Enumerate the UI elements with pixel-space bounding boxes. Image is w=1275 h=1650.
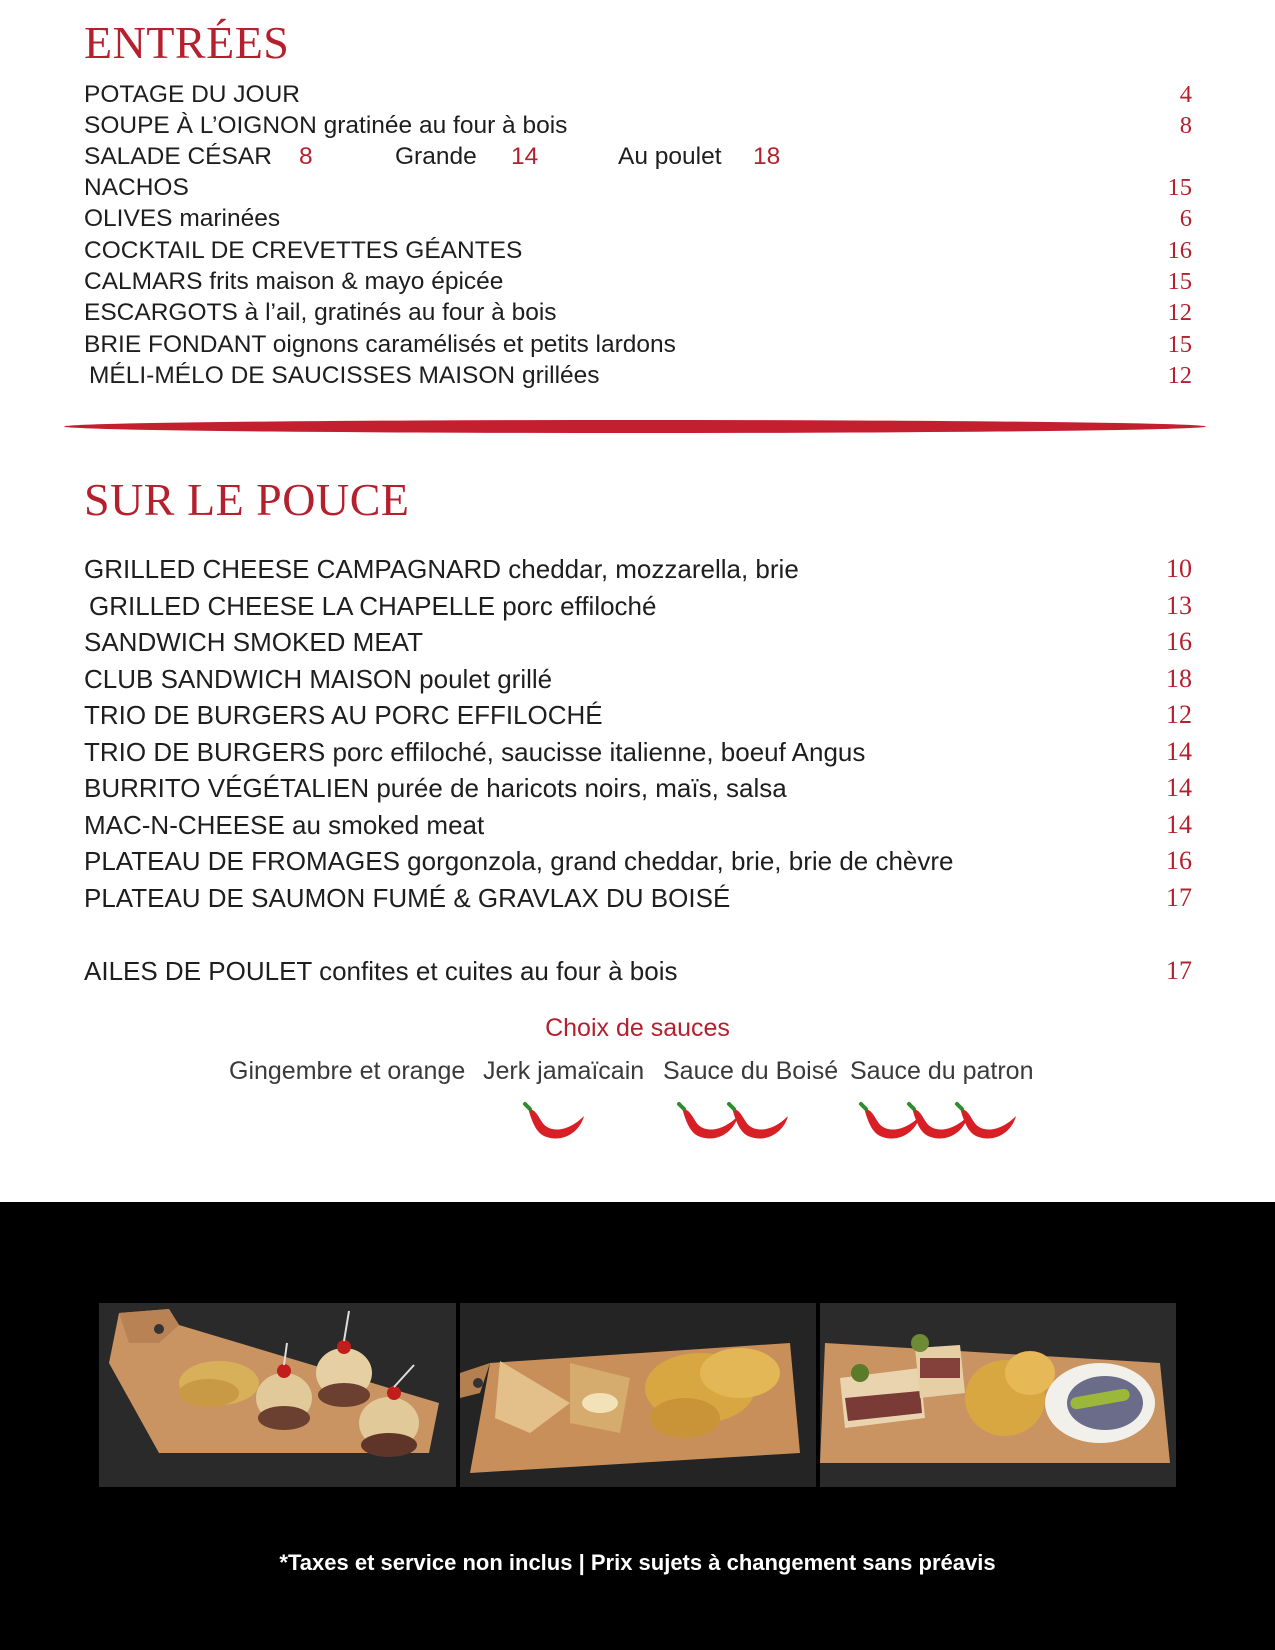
item-desc: frits maison & mayo épicée: [209, 268, 504, 295]
smoked-meat-photo: [820, 1303, 1176, 1487]
item-desc: oignons caramélisés et petits lardons: [272, 331, 676, 358]
grande-label: Grande: [395, 143, 477, 170]
item-name: MAC-N-CHEESE: [84, 810, 285, 840]
section-divider: [64, 420, 1206, 433]
item-name: SOUPE À L’OIGNON: [84, 112, 317, 139]
item-price: 15: [1167, 331, 1192, 358]
sauce-choice-title: Choix de sauces: [545, 1014, 730, 1042]
item-desc: purée de haricots noirs, maïs, salsa: [376, 773, 787, 803]
menu-item: [84, 773, 1192, 803]
item-price: 17: [1166, 883, 1192, 912]
chili-pepper-icon: [954, 1098, 1024, 1142]
sauce-option: Sauce du patron: [850, 1057, 1034, 1085]
item-price: 15: [1167, 174, 1192, 201]
item-price: 10: [1166, 554, 1192, 583]
item-price: 16: [1166, 627, 1192, 656]
entrees-title: ENTRÉES: [84, 17, 290, 68]
item-price: 18: [1166, 664, 1192, 693]
poulet-price: 18: [753, 143, 781, 170]
item-desc: marinées: [179, 205, 281, 232]
item-name: SANDWICH SMOKED MEAT: [84, 627, 423, 657]
item-name: CALMARS: [84, 268, 203, 295]
item-name: TRIO DE BURGERS AU PORC EFFILOCHÉ: [84, 700, 603, 730]
menu-item: [84, 956, 1192, 986]
menu-item: [84, 810, 1192, 840]
heat-level-1: [522, 1098, 592, 1142]
menu-item: [84, 883, 1192, 913]
item-desc: cheddar, mozzarella, brie: [508, 554, 799, 584]
item-price: 13: [1166, 591, 1192, 620]
menu-item: [84, 267, 1192, 297]
menu-item: [84, 361, 1192, 391]
sauce-option: Sauce du Boisé: [663, 1057, 839, 1085]
item-price: 15: [1167, 268, 1192, 295]
item-price: 12: [1166, 700, 1192, 729]
menu-item: [84, 80, 1192, 110]
item-name: POTAGE DU JOUR: [84, 81, 300, 108]
menu-item: [84, 330, 1192, 360]
heat-level-2: [676, 1098, 746, 1142]
menu-item: [84, 846, 1192, 876]
item-desc: à l’ail, gratinés au four à bois: [244, 299, 557, 326]
menu-item: [84, 204, 1192, 234]
item-name: GRILLED CHEESE CAMPAGNARD: [84, 554, 502, 584]
item-price: 8: [299, 143, 313, 170]
poulet-label: Au poulet: [618, 143, 722, 170]
item-name: AILES DE POULET: [84, 956, 312, 986]
item-price: 14: [1166, 810, 1192, 839]
menu-item: [84, 591, 1192, 621]
item-name: BRIE FONDANT: [84, 331, 266, 358]
item-price: 14: [1166, 773, 1192, 802]
menu-item: [84, 737, 1192, 767]
footer-note: *Taxes et service non inclus | Prix sujets à changement sans préavis: [279, 1550, 996, 1575]
grilled-cheese-photo: [460, 1303, 816, 1487]
chili-pepper-icon: [726, 1098, 796, 1142]
menu-item: [84, 173, 1192, 203]
item-desc: gratinée au four à bois: [323, 112, 568, 139]
item-name: PLATEAU DE FROMAGES: [84, 846, 400, 876]
menu-item: [84, 554, 1192, 584]
grande-price: 14: [511, 143, 539, 170]
item-price: 16: [1167, 237, 1192, 264]
menu-item: [84, 700, 1192, 730]
item-price: 4: [1179, 81, 1192, 108]
item-price: 8: [1179, 112, 1192, 139]
sauce-option: Gingembre et orange: [229, 1057, 466, 1085]
sauce-option: Jerk jamaïcain: [483, 1057, 645, 1085]
item-name: ESCARGOTS: [84, 299, 238, 326]
salade-cesar-row: [84, 142, 1192, 172]
item-price: 6: [1179, 205, 1192, 232]
item-name: PLATEAU DE SAUMON FUMÉ & GRAVLAX DU BOISÉ: [84, 883, 731, 913]
chili-pepper-icon: [522, 1098, 592, 1142]
item-name: NACHOS: [84, 174, 189, 201]
item-name: CLUB SANDWICH MAISON: [84, 664, 412, 694]
item-name: MÉLI-MÉLO DE SAUCISSES MAISON: [89, 362, 516, 389]
item-desc: au smoked meat: [292, 810, 485, 840]
item-name: COCKTAIL DE CREVETTES GÉANTES: [84, 237, 523, 264]
item-name: BURRITO VÉGÉTALIEN: [84, 773, 370, 803]
item-price: 12: [1167, 299, 1192, 326]
item-price: 16: [1166, 846, 1192, 875]
item-desc: poulet grillé: [419, 664, 553, 694]
item-desc: confites et cuites au four à bois: [319, 956, 678, 986]
menu-item: [84, 236, 1192, 266]
item-name: TRIO DE BURGERS: [84, 737, 326, 767]
item-desc: porc effiloché, saucisse italienne, boeuf Angus: [332, 737, 866, 767]
item-desc: porc effiloché: [502, 591, 657, 621]
menu-item: [84, 111, 1192, 141]
item-desc: grillées: [521, 362, 600, 389]
menu-item: [84, 298, 1192, 328]
item-name: SALADE CÉSAR: [84, 143, 272, 170]
item-desc: gorgonzola, grand cheddar, brie, brie de chèvre: [407, 846, 954, 876]
trio-burgers-photo: [99, 1303, 456, 1487]
item-name: OLIVES: [84, 205, 173, 232]
sur-le-pouce-title: SUR LE POUCE: [84, 474, 410, 525]
heat-level-3: [858, 1098, 928, 1142]
menu-item: [84, 627, 1192, 657]
item-price: 12: [1167, 362, 1192, 389]
item-name: GRILLED CHEESE LA CHAPELLE: [89, 591, 496, 621]
item-price: 14: [1166, 737, 1192, 766]
item-price: 17: [1166, 956, 1192, 985]
menu-item: [84, 664, 1192, 694]
